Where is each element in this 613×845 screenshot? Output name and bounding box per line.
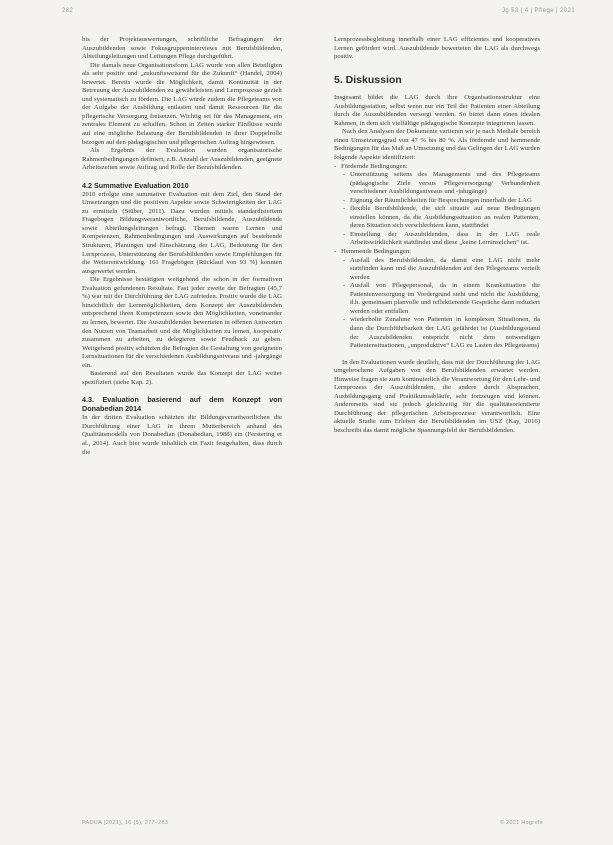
right-column [334,36,540,436]
paragraph: Nach den Analysen der Dokumente variieren wir je nach Mediale bereich einen Umsetzungsgrad von 47 % bis 80 %. Als fördernde und hemmende Bedingungen für das Maß an Umsetzung und das Gelingen der LAG wurden folgende Aspekte identifiziert: [334,128,540,162]
section-heading: 4.3. Evaluation basierend auf dem Konzept von Donabedian 2014 [82,395,282,414]
sub-list [341,257,540,351]
paragraph: Die damals neue Organisationsform LAG wurde von allen Beteiligten als sehr positiv und „zukunftsweisend für die Zukunft“ (Handel, 2004) bewertet. Bereits wurde die Möglichkeit, damit Kontinuität in der Betreuung der Auszubildenden zu gewährleisten und Lernprozesse gezielt und systematisch zu fördern. Die LAG würde zudem die Pflegeteams von der Aufgabe der Ausbildung entlasten und damit Ressourcen für die pflegerische Versorgung freisetzen. Wichtig sei für das Management, ein zentrales Element zu schaffen. Schon in Zeiten starker Einflüsse wurde auf eine mögliche Belastung der Berufsbildenden in ihrer Doppelrolle bezogen auf den pädagogischen und pflegerischen Auftrag hingewiesen. [82,61,282,146]
copyright-footer: © 2021 Hogrefe [499,820,543,826]
page-footer [82,820,543,826]
paragraph: bis der Projektauswertungen, schriftliche Befragungen der Auszubildenden sowie Fokusgruppeninterviews mit Berufsbildenden, Abteilungsleitungen und Leitungen Pflege durchgeführt. [82,36,282,61]
conditions-list [334,163,540,351]
journal-reference: Jg 53 | 4 | Pflege | 2021 [501,8,575,14]
paragraph: Basierend auf den Resultaten wurde das Konzept der LAG weiter spezifiziert (siehe Kap. 2). [82,370,282,386]
citation-footer: PADUA (2021), 16 (5), 277–283 [82,820,169,826]
paragraph: Lernprozessbegleitung innerhalb einer LAG effizientes und kooperatives Lernen gefördert wird. Auszubildende bewerteten die LAG als durchwegs positiv. [334,36,540,61]
paragraph: Insgesamt bildet die LAG durch ihre Organisationsstruktur eine Ausbildungsstation, selbst wenn nur ein Teil der Patienten einer Abteilung durch die Auszubildenden versorgt werden. So bietet dann einen idealen Rahmen, in dem sich vielfältige pädagogische Konzepte integrieren lassen. [334,94,540,127]
list-item: - flexible Berufsbildende, die sich situativ auf neue Bedingungen einstellen können, da die Ausbildungssituation an realen Patienten, deren Situation sich verschlechtern kann, stattfindet [341,205,540,231]
list-item: - Eignung der Räumlichkeiten für Besprechungen innerhalb der LAG [341,197,540,206]
left-column [82,36,282,457]
list-item [334,163,540,248]
page-header [62,8,575,14]
list-item: - Einstellung der Auszubildenden, dass in der LAG reale Arbeitswirklichkeit stattfindet und diese „keine Lerninselchen“ ist. [341,231,540,248]
list-label: Fördernde Bedingungen: [341,162,408,170]
section-heading: 4.2 Summative Evaluation 2010 [82,180,189,190]
list-item: - wiederholte Zunahme von Patienten in komplexen Situationen, da dann die Durchführbarkeit der LAG gefährdet ist (Ausbildungsstand der Auszubildenden entspricht nicht dem notwendigen Patientensituationen, „unproduktive“ LAG zu Lasten des Pflegeteams) [341,316,540,350]
sub-list [341,171,540,248]
list-item: - Ausfall des Berufsbildenden, da damit eine LAG nicht mehr stattfinden kann und die Auszubildenden auf den Pflegeteams verteilt werden [341,257,540,283]
list-label: Hemmende Bedingungen: [341,248,412,256]
list-item: - Ausfall von Pflegepersonal, da in einem Kranksituation die Patientenversorgung im Vordergrund steht und nicht die Ausbildung, d.h. gemeinsam planvolle und reflektierende Gespräche dann reduziert werden oder entfallen [341,282,540,316]
section-heading: 5. Diskussion [334,73,402,86]
paragraph: Als Ergebnis der Evaluation wurden organisatorische Rahmenbedingungen definiert, z.B. Anzahl der Auszubildenden, geeignete Arbeitszeiten sowie Auftrag und Rolle der Berufsbildenden. [82,147,282,172]
paragraph: 2010 erfolgte eine summative Evaluation mit dem Ziel, den Stand der Umsetzungen und die positiven Aspekte sowie Schwierigkeiten der LAG zu ermitteln (Stüber, 2011). Dazu wurden mittels standardisiertem Fragebogen Bildungsverantwortliche, Berufsbildende, Auszubildende sowie Abteilungsleitungen befragt. Themen waren Lernen und Kompetenzen, Rahmenbedingungen und Auswirkungen auf bestehende Strukturen, Planungen und Einschätzung der LAG, Bedeutung für den Lernprozess, Unterstützung der Berufsbildenden sowie Empfehlungen für die Weiterentwicklung. 161 Fragebögen (Rücklauf von 93 %) konnten ausgewertet werden. [82,190,282,275]
paragraph: In der dritten Evaluation schätzten die Bildungsverantwortlichen die Durchführung einer LAG in ihrem Mutterbereich anhand des Qualitätsmodells von Donabedian (Donabedian, 1988) ein (Ferstering et al., 2014). Auch hier wurde inhaltlich ein Fazit festgehalten, dass durch die [82,414,282,456]
list-item: - Unterstützung seitens des Managements und des Pflegeteams (pädagogische Ziele versus Pflegeversorgung/ Verbundenheit verschiedener Ausbildungsniveaus und -jahrgänge) [341,171,540,197]
paragraph: Die Ergebnisse bestätigten weitgehend die schon in der formativen Evaluation gefundenen Resultate. Fast jeder zweite der Befragten (45,7 %) war mit der Durchführung der LAG zufrieden. Positiv wurde die LAG hinsichtlich der Lernmöglichkeiten, dem Konzept der Auszubildenden entsprechend ihren Kompetenzen sowie den Möglichkeiten, voneinander zu lernen, bewertet. Die Auszubildenden bewerteten in offenen Antworten den Nutzen von Teamarbeit und die Möglichkeiten zu lernen, kooperativ zusammen zu arbeiten, zu delegieren sowie Feedback zu geben. Weitgehend positiv schätzten die Befragten die Gestaltung von geeigneten Lernsituationen für die verschiedenen Ausbildungsniveaus und -jahrgänge ein. [82,276,282,369]
paragraph: In den Evaluationen wurde deutlich, dass mit der Durchführung der LAG umgebrochene Aufgaben von den Berufsbildenden erwartet werden. Hinweise fragen sie zum kontinuierlich die Verantwortung für den Lehr- und Lernprozess der Auszubildenden, die andere durch Absprachen, Ausbildungsgang und Praktikumsabläufe, sehr fortzeugen und können. Andererseits sind sie jedoch gleichzeitig für die qualitätsorientierte Durchführung der pflegerischen Arbeitsprozesse verantwortlich. Eine aktuelle Studie zum Erleben der Berufsbildenden im USZ (Kay, 2016) beschreibt das damit mögliche Spannungsfeld der Berufsbildenden. [334,358,540,434]
page-number: 282 [62,8,74,14]
list-item [334,248,540,351]
